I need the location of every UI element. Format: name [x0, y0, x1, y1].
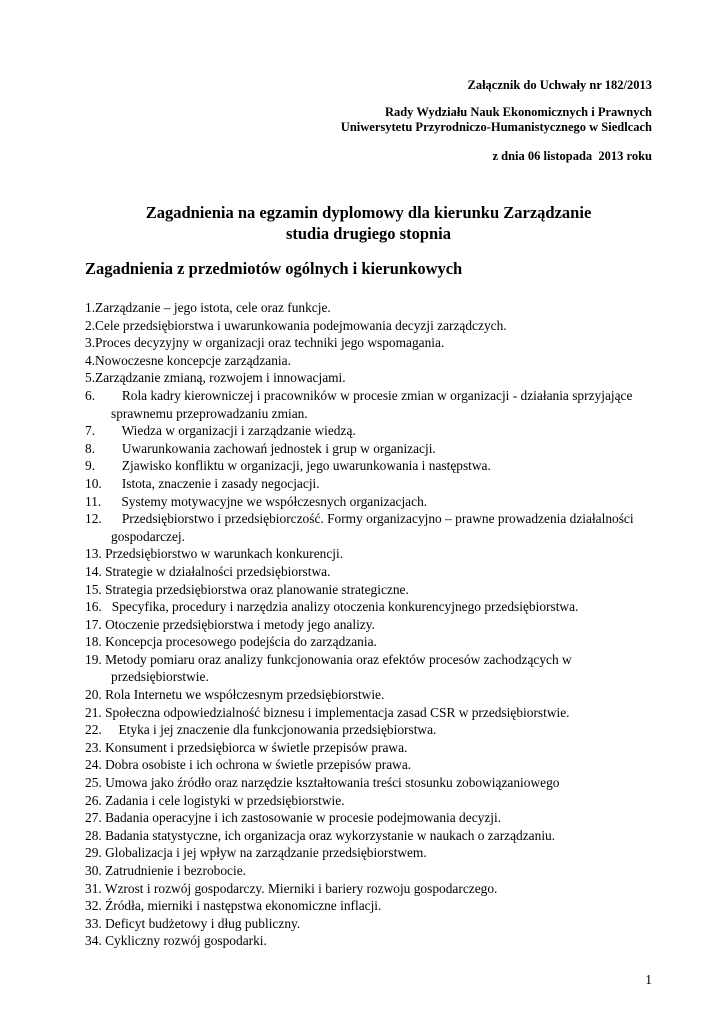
- list-item: 6. Rola kadry kierowniczej i pracowników w procesie zmian w organizacji - działania sprzyjające sprawnemu przeprowadzaniu zmian.: [85, 387, 636, 421]
- document-title-line-1: Zagadnienia na egzamin dyplomowy dla kierunku Zarządzanie: [145, 203, 592, 222]
- list-item: 4.Nowoczesne koncepcje zarządzania.: [85, 352, 291, 368]
- list-item: 2.Cele przedsiębiorstwa i uwarunkowania podejmowania decyzji zarządczych.: [85, 317, 507, 333]
- document-header: [85, 78, 652, 164]
- list-item: 14. Strategie w działalności przedsiębiorstwa.: [85, 563, 331, 579]
- list-item: 13. Przedsiębiorstwo w warunkach konkurencji.: [85, 546, 344, 562]
- list-item: 32. Źródła, mierniki i następstwa ekonomiczne inflacji.: [85, 898, 382, 914]
- list-item: 25. Umowa jako źródło oraz narzędzie kształtowania treści stosunku zobowiązaniowego: [85, 775, 560, 791]
- list-item: 19. Metody pomiaru oraz analizy funkcjonowania oraz efektów procesów zachodzących w przedsiębiorstwie.: [85, 651, 576, 685]
- list-item: 21. Społeczna odpowiedzialność biznesu i implementacja zasad CSR w przedsiębiorstwie.: [85, 704, 570, 720]
- list-item: 18. Koncepcja procesowego podejścia do zarządzania.: [85, 634, 377, 650]
- list-item: 3.Proces decyzyjny w organizacji oraz techniki jego wspomagania.: [85, 335, 445, 351]
- list-item: 16. Specyfika, procedury i narzędzia analizy otoczenia konkurencyjnego przedsiębiorstwa.: [85, 599, 579, 615]
- list-item: 30. Zatrudnienie i bezrobocie.: [85, 863, 246, 878]
- list-item: 28. Badania statystyczne, ich organizacja oraz wykorzystanie w naukach o zarządzaniu.: [85, 827, 556, 843]
- list-item: 15. Strategia przedsiębiorstwa oraz planowanie strategiczne.: [85, 581, 409, 597]
- list-item: 22. Etyka i jej znaczenie dla funkcjonowania przedsiębiorstwa.: [85, 722, 437, 738]
- list-item: 20. Rola Internetu we współczesnym przedsiębiorstwie.: [85, 687, 385, 703]
- section-heading: Zagadnienia z przedmiotów ogólnych i kierunkowych: [85, 259, 463, 278]
- list-item: 12. Przedsiębiorstwo i przedsiębiorczość. Formy organizacyjno – prawne prowadzenia działalności gospodarczej.: [85, 511, 637, 544]
- page-number: 1: [645, 972, 652, 987]
- list-item: 1.Zarządzanie – jego istota, cele oraz funkcje.: [85, 300, 331, 315]
- header-university-line: Uniwersytetu Przyrodniczo-Humanistycznego w Siedlcach: [340, 120, 652, 134]
- header-date-line: z dnia 06 listopada 2013 roku: [492, 149, 652, 163]
- list-item: 8. Uwarunkowania zachowań jednostek i grup w organizacji.: [85, 440, 436, 456]
- list-item: 24. Dobra osobiste i ich ochrona w świetle przepisów prawa.: [85, 757, 412, 773]
- list-item: 31. Wzrost i rozwój gospodarczy. Mierniki i bariery rozwoju gospodarczego.: [85, 880, 498, 896]
- topic-list: [85, 299, 652, 950]
- list-item: 17. Otoczenie przedsiębiorstwa i metody jego analizy.: [85, 616, 375, 632]
- list-item: 10. Istota, znaczenie i zasady negocjacji.: [85, 475, 320, 491]
- list-item: 33. Deficyt budżetowy i dług publiczny.: [85, 915, 301, 931]
- document-title: [85, 202, 652, 244]
- header-attachment-line: Załącznik do Uchwały nr 182/2013: [467, 78, 652, 92]
- list-item: 29. Globalizacja i jej wpływ na zarządzanie przedsiębiorstwem.: [85, 845, 427, 861]
- list-item: 9. Zjawisko konfliktu w organizacji, jego uwarunkowania i następstwa.: [85, 458, 491, 474]
- list-item: 34. Cykliczny rozwój gospodarki.: [85, 933, 267, 949]
- header-council-line: Rady Wydziału Nauk Ekonomicznych i Prawnych: [384, 105, 652, 119]
- document-title-line-2: studia drugiego stopnia: [285, 224, 452, 243]
- list-item: 26. Zadania i cele logistyki w przedsiębiorstwie.: [85, 792, 345, 808]
- list-item: 11. Systemy motywacyjne we współczesnych organizacjach.: [85, 493, 428, 509]
- list-item: 7. Wiedza w organizacji i zarządzanie wiedzą.: [85, 423, 356, 439]
- list-item: 5.Zarządzanie zmianą, rozwojem i innowacjami.: [85, 370, 346, 386]
- list-item: 23. Konsument i przedsiębiorca w świetle przepisów prawa.: [85, 739, 408, 755]
- list-item: 27. Badania operacyjne i ich zastosowanie w procesie podejmowania decyzji.: [85, 810, 502, 826]
